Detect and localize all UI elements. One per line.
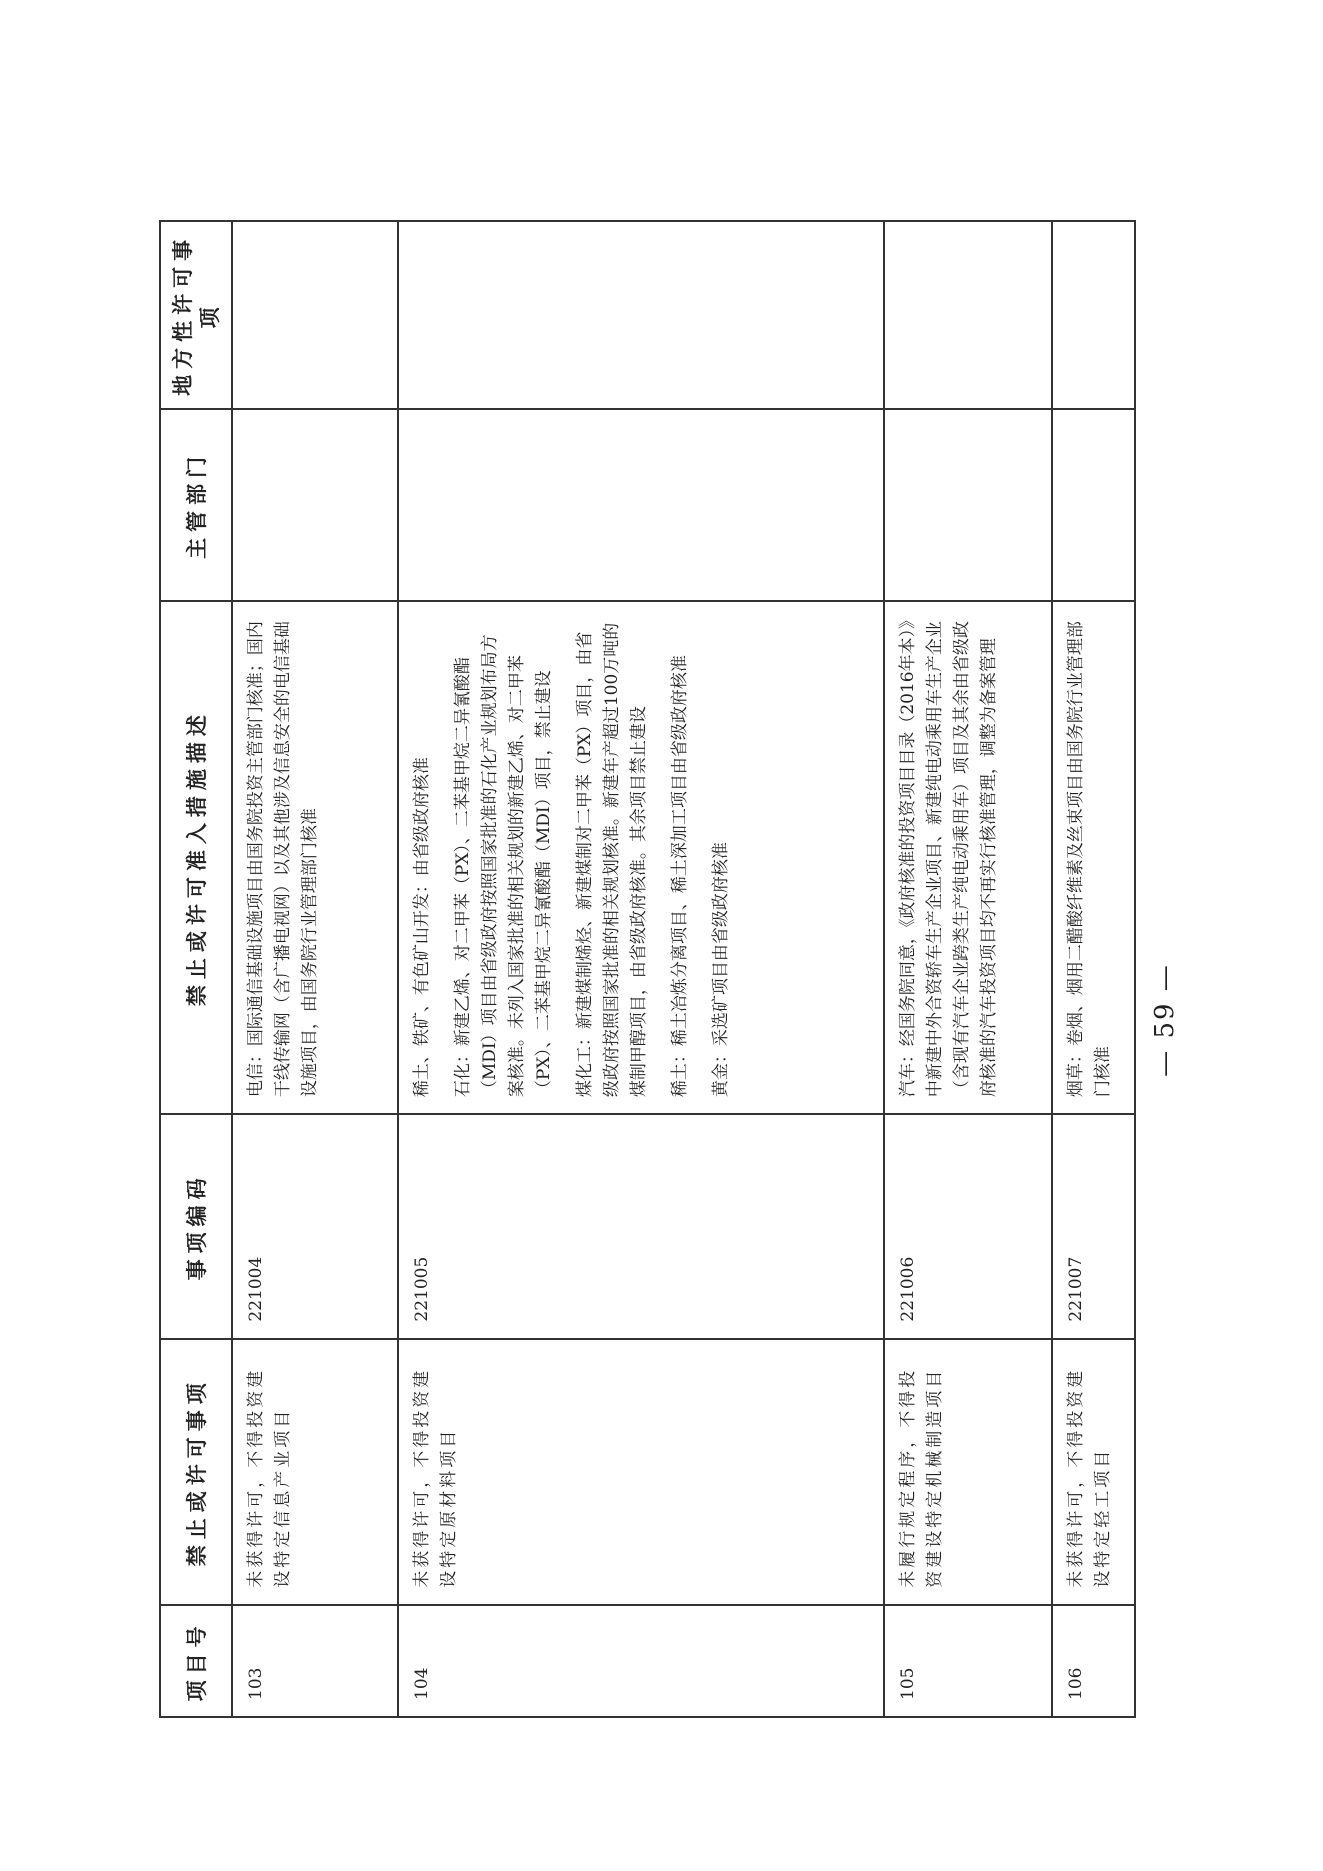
row-local-permit [398,221,884,409]
header-measure-description: 禁止或许可准入措施描述 [160,601,232,1114]
description-paragraph: 烟草：卷烟、烟用二醋酸纤维素及丝束项目由国务院行业管理部门核准 [1066,621,1113,1098]
row-department [232,409,398,601]
table-row [884,221,1052,1717]
market-access-table [159,220,1136,1718]
page-number-text: — 59 — [1150,963,1180,1077]
table-row [398,221,884,1717]
row-measure-description [398,601,884,1114]
rotated-table-wrapper [159,220,1113,1718]
row-department [398,409,884,601]
row-permit-item: 未履行规定程序，不得投资建设特定机械制造项目 [884,1339,1052,1605]
row-permit-item: 未获得许可，不得投资建设特定原材料项目 [398,1339,884,1605]
table-row [1052,221,1135,1717]
header-permit-item: 禁止或许可事项 [160,1339,232,1605]
header-department: 主管部门 [160,409,232,601]
row-number: 106 [1052,1605,1135,1717]
row-item-code: 221005 [398,1114,884,1338]
row-item-code: 221007 [1052,1114,1135,1338]
row-number: 103 [232,1605,398,1717]
row-local-permit [884,221,1052,409]
row-permit-item: 未获得许可，不得投资建设特定信息产业项目 [232,1339,398,1605]
row-department [884,409,1052,601]
row-number: 104 [398,1605,884,1717]
row-department [1052,409,1135,601]
row-local-permit [1052,221,1135,409]
row-local-permit [232,221,398,409]
table-header-row [160,221,232,1717]
description-paragraph: 稀土：稀土冶炼分离项目、稀土深加工项目由省级政府核准 [670,655,690,1098]
row-measure-description [884,601,1052,1114]
description-paragraph: 煤化工：新建煤制烯烃、新建煤制对二甲苯（PX）项目，由省级政府按照国家批准的相关规划核准。新建年产超过100万吨的煤制甲醇项目，由省级政府核准。其余项目禁止建设 [575,622,649,1098]
row-item-code: 221006 [884,1114,1052,1338]
description-paragraph: 黄金：采选矿项目由省级政府核准 [711,842,731,1098]
row-permit-item: 未获得许可，不得投资建设特定轻工项目 [1052,1339,1135,1605]
header-item-number: 项目号 [160,1605,232,1717]
row-number: 105 [884,1605,1052,1717]
row-measure-description [232,601,398,1114]
table-row [232,221,398,1717]
row-measure-description [1052,601,1135,1114]
row-item-code: 221004 [232,1114,398,1338]
description-paragraph: 汽车：经国务院同意，《政府核准的投资项目目录（2016年本）》中新建中外合资轿车生产企业项目、新建纯电动乘用车生产企业（含现有汽车企业跨类生产纯电动乘用车）项目及其余由省级政府核准的汽车投资项目均不再实行核准管理，调整为备案管理 [898,620,999,1098]
header-local-permit: 地方性许可事项 [160,221,232,409]
description-paragraph: 石化：新建乙烯、对二甲苯（PX）、二苯基甲烷二异氰酸酯（MDI）项目由省级政府按照国家批准的石化产业规划布局方案核准。未列入国家批准的相关规划的新建乙烯、对二甲苯（PX）、二苯基甲烷二异氰酸酯（MDI）项目，禁止建设 [453,634,554,1098]
page-number [1135,930,1195,1110]
header-item-code: 事项编码 [160,1114,232,1338]
description-paragraph: 电信：国际通信基础设施项目由国务院投资主管部门核准；国内干线传输网（含广播电视网）以及其他涉及信息安全的电信基础设施项目，由国务院行业管理部门核准 [246,621,320,1098]
description-paragraph: 稀土、铁矿、有色矿山开发：由省级政府核准 [412,757,432,1098]
